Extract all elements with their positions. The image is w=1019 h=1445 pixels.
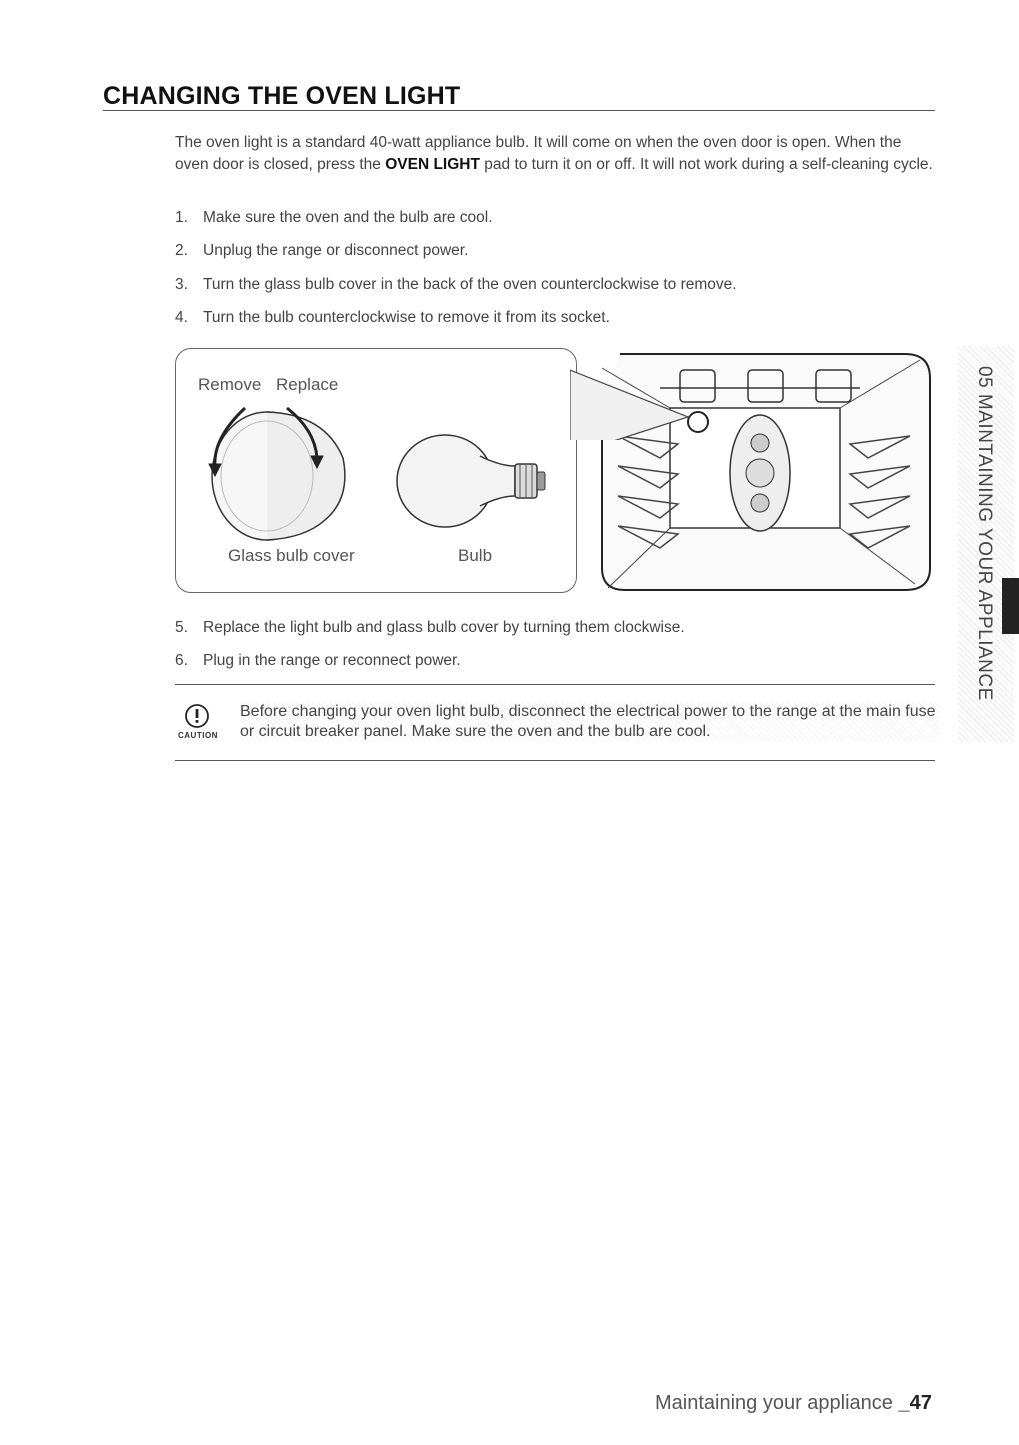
- caution-text: Before changing your oven light bulb, disconnect the electrical power to the range at the main fuse or circuit breaker panel. Make sure the oven and the bulb are cool.: [240, 702, 940, 742]
- footer-section-name: Maintaining your appliance: [655, 1392, 899, 1414]
- chapter-tab-marker: [1002, 578, 1019, 634]
- page-number: _47: [898, 1392, 932, 1414]
- remove-label: Remove: [198, 375, 262, 394]
- bulb-drawing: [397, 435, 545, 527]
- step-text: Make sure the oven and the bulb are cool.: [203, 209, 493, 226]
- replace-label: Replace: [276, 375, 339, 394]
- oven-light-term: OVEN LIGHT: [385, 156, 480, 173]
- caution-top-rule: [175, 684, 935, 685]
- step-item: [175, 209, 493, 227]
- step-text: Plug in the range or reconnect power.: [203, 652, 461, 669]
- step-item: [175, 242, 468, 260]
- step-number: 4.: [175, 309, 188, 326]
- step-number: 1.: [175, 209, 188, 226]
- step-item: [175, 309, 610, 327]
- step-item: [175, 276, 737, 294]
- step-text: Turn the glass bulb cover in the back of the oven counterclockwise to remove.: [203, 276, 737, 293]
- glass-bulb-cover-label: Glass bulb cover: [228, 546, 355, 565]
- page-footer: [655, 1392, 932, 1415]
- step-number: 6.: [175, 652, 188, 669]
- step-item: [175, 619, 685, 637]
- intro-paragraph: [175, 132, 935, 176]
- chapter-tab-label: 05 MAINTAINING YOUR APPLIANCE: [974, 366, 995, 701]
- bulb-label: Bulb: [458, 546, 493, 565]
- caution-exclamation-icon: [184, 703, 210, 729]
- convection-fan-drawing: [730, 415, 790, 531]
- callout-pointer: [570, 360, 710, 440]
- step-text: Unplug the range or disconnect power.: [203, 242, 469, 259]
- step-number: 3.: [175, 276, 188, 293]
- caution-bottom-rule: [175, 760, 935, 761]
- glass-bulb-cover-drawing: [212, 412, 345, 540]
- step-text: Replace the light bulb and glass bulb cover by turning them clockwise.: [203, 619, 685, 636]
- step-number: 5.: [175, 619, 188, 636]
- title-rule: [103, 110, 935, 111]
- step-text: Turn the bulb counterclockwise to remove it from its socket.: [203, 309, 610, 326]
- step-item: [175, 652, 461, 670]
- caution-label: CAUTION: [178, 731, 218, 740]
- page-title: CHANGING THE OVEN LIGHT: [103, 82, 461, 110]
- intro-text-2: pad to turn it on or off. It will not work during a self-cleaning cycle.: [479, 156, 933, 173]
- intro-text-1: The oven light is a standard 40-watt appliance bulb. It will come on when the oven door is open. When the oven door is closed, press the: [175, 134, 902, 173]
- step-number: 2.: [175, 242, 188, 259]
